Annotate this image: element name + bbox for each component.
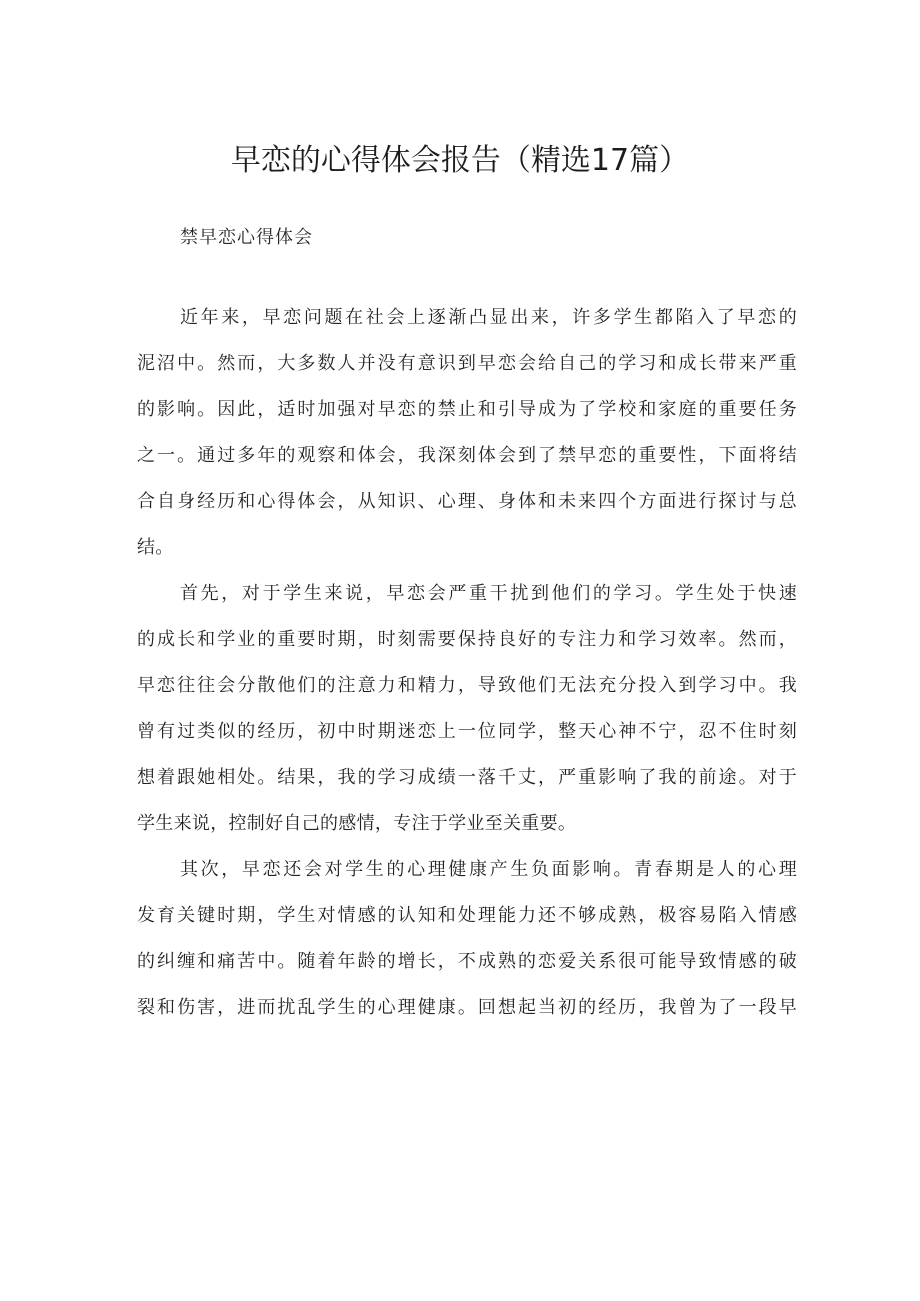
paragraph-line: 首先，对于学生来说，早恋会严重干扰到他们的学习。学生处于快速: [180, 583, 797, 604]
paragraph-line: 结。: [137, 537, 174, 558]
paragraph-line: 想着跟她相处。结果，我的学习成绩一落千丈，严重影响了我的前途。对于: [137, 767, 797, 788]
paragraph-line: 裂和伤害，进而扰乱学生的心理健康。回想起当初的经历，我曾为了一段早: [137, 997, 797, 1018]
document-subtitle: 禁早恋心得体会: [180, 227, 313, 248]
paragraph-1: [137, 295, 797, 571]
paragraph-line: 早恋往往会分散他们的注意力和精力，导致他们无法充分投入到学习中。我: [137, 675, 797, 696]
paragraph-line: 合自身经历和心得体会，从知识、心理、身体和未来四个方面进行探讨与总: [137, 491, 797, 512]
paragraph-line: 发育关键时期，学生对情感的认知和处理能力还不够成熟，极容易陷入情感: [137, 905, 797, 926]
paragraph-line: 的成长和学业的重要时期，时刻需要保持良好的专注力和学习效率。然而，: [137, 629, 797, 650]
paragraph-line: 曾有过类似的经历，初中时期迷恋上一位同学，整天心神不宁，忍不住时刻: [137, 721, 797, 742]
paragraph-line: 近年来，早恋问题在社会上逐渐凸显出来，许多学生都陷入了早恋的: [180, 307, 797, 328]
paragraph-line: 的纠缠和痛苦中。随着年龄的增长，不成熟的恋爱关系很可能导致情感的破: [137, 951, 797, 972]
paragraph-line: 其次，早恋还会对学生的心理健康产生负面影响。青春期是人的心理: [180, 859, 797, 880]
paragraph-line: 学生来说，控制好自己的感情，专注于学业至关重要。: [137, 813, 577, 834]
paragraph-2: [137, 571, 797, 847]
paragraph-3: [137, 847, 797, 1031]
document-title: 早恋的心得体会报告（精选17篇）: [230, 143, 690, 178]
paragraph-line: 泥沼中。然而，大多数人并没有意识到早恋会给自己的学习和成长带来严重: [137, 353, 797, 374]
document-body: [137, 295, 797, 1031]
paragraph-line: 之一。通过多年的观察和体会，我深刻体会到了禁早恋的重要性，下面将结: [137, 445, 797, 466]
paragraph-line: 的影响。因此，适时加强对早恋的禁止和引导成为了学校和家庭的重要任务: [137, 399, 797, 420]
